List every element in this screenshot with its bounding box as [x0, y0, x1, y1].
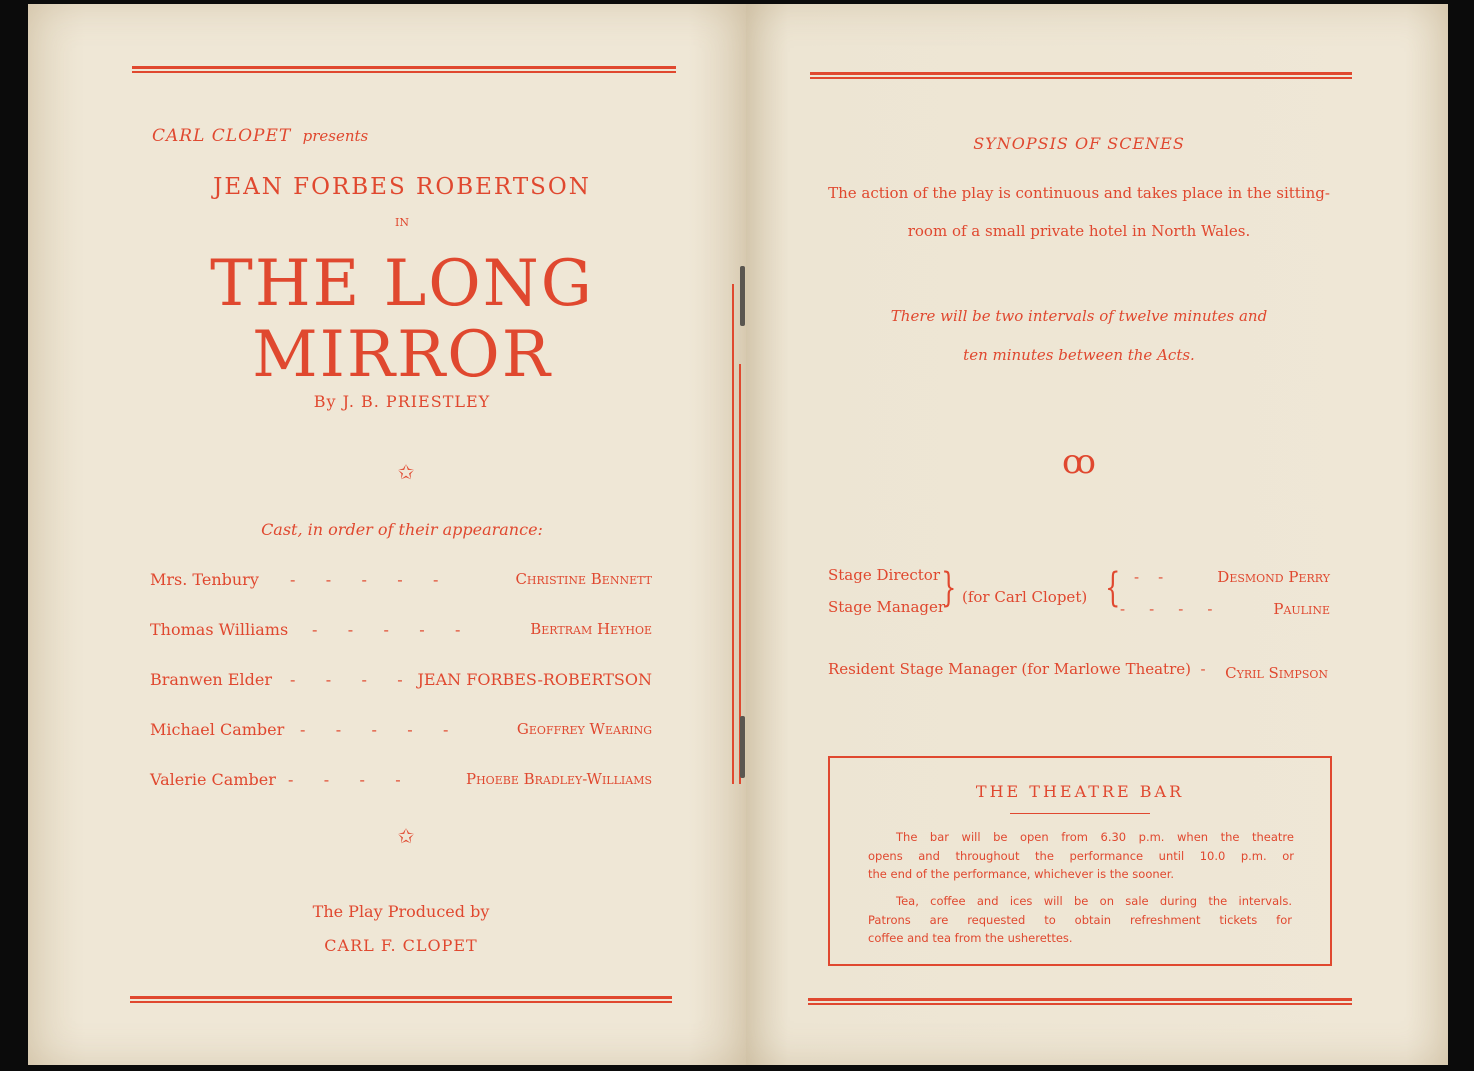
theatre-bar-title-underline: [1010, 813, 1150, 814]
title-line-1: THE LONG: [210, 247, 594, 321]
cast-dashes: - - - -: [290, 670, 405, 689]
left-page: [28, 4, 746, 1065]
top-double-rule: [132, 66, 676, 73]
stage-manager-label: Stage Manager: [828, 598, 946, 616]
bottom-double-rule: [808, 998, 1352, 1005]
resident-manager-label: Resident Stage Manager (for Marlowe Theatre) -: [828, 660, 1206, 678]
for-clopet-label: (for Carl Clopet): [962, 588, 1088, 606]
cast-role: Branwen Elder: [150, 670, 272, 689]
resident-manager-name: Cyril Simpson: [1225, 664, 1328, 682]
presenter-name: CARL CLOPET: [152, 126, 292, 146]
title-line-2: MIRROR: [252, 318, 552, 392]
synopsis-line-1: The action of the play is continuous and takes place in the sitting-: [828, 184, 1330, 202]
bar-paragraph-1-line: opens and throughout the performance until 10.0 p.m. or: [868, 848, 1294, 863]
author-line: By J. B. PRIESTLEY: [313, 392, 491, 411]
cast-dashes: - - - - -: [290, 570, 441, 589]
in-word: IN: [395, 216, 409, 229]
cast-row: [150, 570, 652, 594]
cast-actor: Christine Bennett: [515, 570, 652, 588]
cast-dashes: - - - -: [288, 770, 403, 789]
produced-by-line: The Play Produced by: [312, 902, 490, 921]
bar-paragraph-2: [868, 892, 1292, 948]
stage-director-label: Stage Director: [828, 566, 940, 584]
synopsis-line-2: room of a small private hotel in North Wales.: [907, 222, 1251, 240]
theatre-bar-box: [828, 756, 1332, 966]
cast-actor: JEAN FORBES-ROBERTSON: [417, 670, 652, 689]
cast-row: [150, 620, 652, 644]
bar-paragraph-1-line: The bar will be open from 6.30 p.m. when the theatre: [896, 830, 1294, 844]
theatre-bar-title: THE THEATRE BAR: [975, 782, 1185, 801]
staple: [740, 716, 745, 778]
cast-row: [150, 670, 652, 694]
director-name: Desmond Perry: [1217, 568, 1330, 586]
intervals-line-1: There will be two intervals of twelve minutes and: [890, 307, 1268, 325]
cast-role: Thomas Williams: [150, 620, 289, 639]
producer-name: CARL F. CLOPET: [324, 936, 478, 955]
manager-name: Pauline: [1273, 600, 1330, 618]
presenter-line: [152, 126, 368, 146]
cast-heading: Cast, in order of their appearance:: [261, 520, 543, 539]
bar-paragraph-2-line: Tea, coffee and ices will be on sale during the intervals.: [896, 894, 1292, 908]
top-double-rule: [810, 72, 1352, 79]
cast-role: Mrs. Tenbury: [150, 570, 259, 589]
spine-rule: [732, 284, 734, 784]
cast-actor: Geoffrey Wearing: [516, 720, 652, 738]
cast-actor: Phoebe Bradley-Williams: [466, 770, 652, 788]
cast-role: Michael Camber: [150, 720, 285, 739]
right-brace-icon: }: [941, 565, 957, 611]
right-page: [746, 4, 1448, 1065]
cast-row: [150, 720, 652, 744]
cast-row: [150, 770, 652, 794]
director-dashes: - -: [1134, 568, 1164, 586]
bar-paragraph-2-line: coffee and tea from the usherettes.: [868, 931, 1073, 945]
bar-paragraph-1-line: the end of the performance, whichever is the sooner.: [868, 867, 1175, 881]
synopsis-heading: SYNOPSIS OF SCENES: [973, 134, 1185, 153]
cast-dashes: - - - - -: [300, 720, 451, 739]
presents-word: presents: [302, 127, 369, 145]
star-name: JEAN FORBES ROBERTSON: [213, 174, 591, 200]
cast-role: Valerie Camber: [150, 770, 276, 789]
ornament-flourish: ꝏ: [1062, 442, 1096, 482]
bar-paragraph-1: [868, 828, 1294, 884]
bar-paragraph-2-line: Patrons are requested to obtain refreshment tickets for: [868, 912, 1292, 927]
star-icon: ✩: [397, 460, 415, 484]
left-brace-icon: {: [1105, 565, 1121, 611]
star-icon: ✩: [397, 824, 415, 848]
cast-actor: Bertram Heyhoe: [530, 620, 652, 638]
manager-dashes: - - - -: [1120, 600, 1214, 618]
intervals-line-2: ten minutes between the Acts.: [963, 346, 1195, 364]
bottom-double-rule: [130, 996, 672, 1003]
staple: [740, 266, 745, 326]
cast-dashes: - - - - -: [312, 620, 463, 639]
